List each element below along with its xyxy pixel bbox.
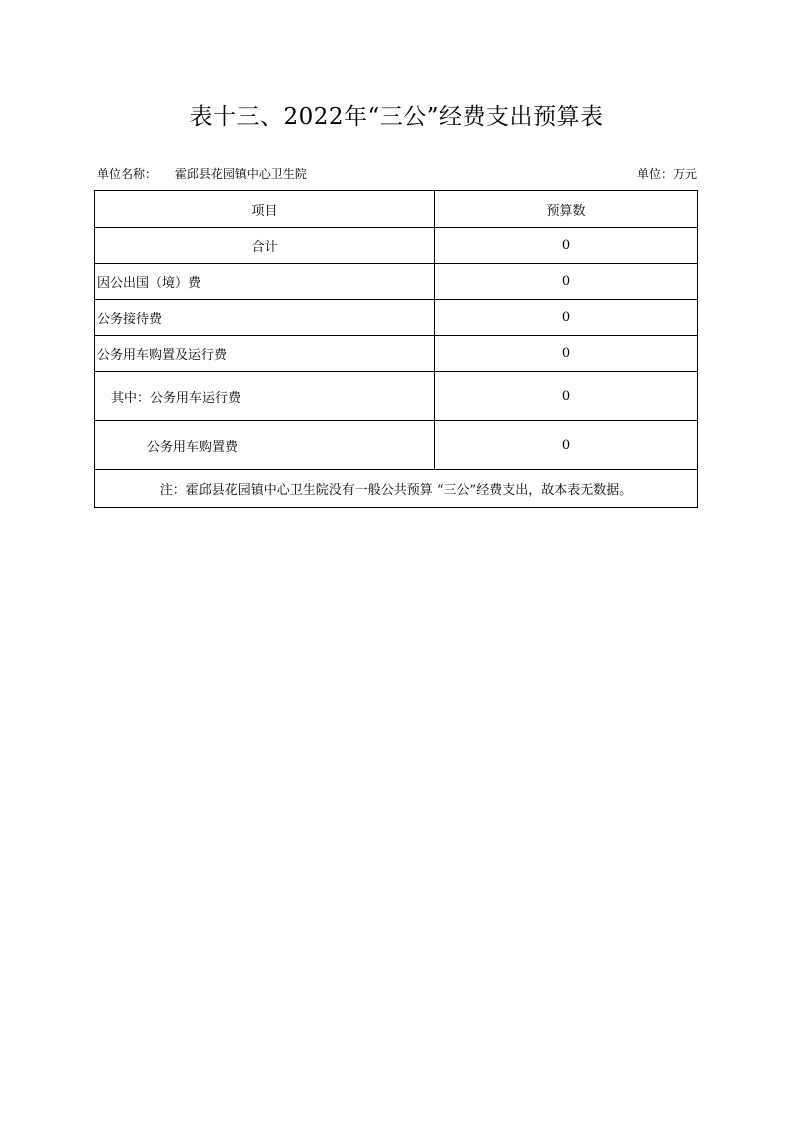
row-value: 0: [435, 372, 698, 421]
row-item: 其中：公务用车运行费: [95, 372, 435, 421]
row-item: 公务用车购置及运行费: [95, 336, 435, 372]
table-note-row: [95, 470, 698, 508]
row-value: 0: [435, 336, 698, 372]
header-item: 项目: [95, 191, 435, 228]
budget-table: [94, 190, 698, 508]
table-row: [95, 228, 698, 264]
table-row: [95, 421, 698, 470]
table-row: [95, 264, 698, 300]
unit-name-label: 单位名称：: [97, 167, 158, 181]
table-header-row: [95, 191, 698, 228]
row-value: 0: [435, 300, 698, 336]
row-item: 公务接待费: [95, 300, 435, 336]
row-value: 0: [435, 421, 698, 470]
row-item: 因公出国（境）费: [95, 264, 435, 300]
row-value: 0: [435, 228, 698, 264]
table-row: [95, 372, 698, 421]
row-value: 0: [435, 264, 698, 300]
table-row: [95, 336, 698, 372]
row-item: 公务用车购置费: [95, 421, 435, 470]
unit-label: 单位：万元: [636, 167, 697, 181]
unit-name: 霍邱县花园镇中心卫生院: [174, 167, 307, 181]
table-note: 注：霍邱县花园镇中心卫生院没有一般公共预算 “三公”经费支出，故本表无数据。: [95, 470, 698, 508]
unit-name-line: [97, 165, 307, 182]
page-title: 表十三、2022年“三公”经费支出预算表: [189, 104, 604, 130]
header-budget: 预算数: [435, 191, 698, 228]
table-row: [95, 300, 698, 336]
row-item-total: 合计: [95, 228, 435, 264]
